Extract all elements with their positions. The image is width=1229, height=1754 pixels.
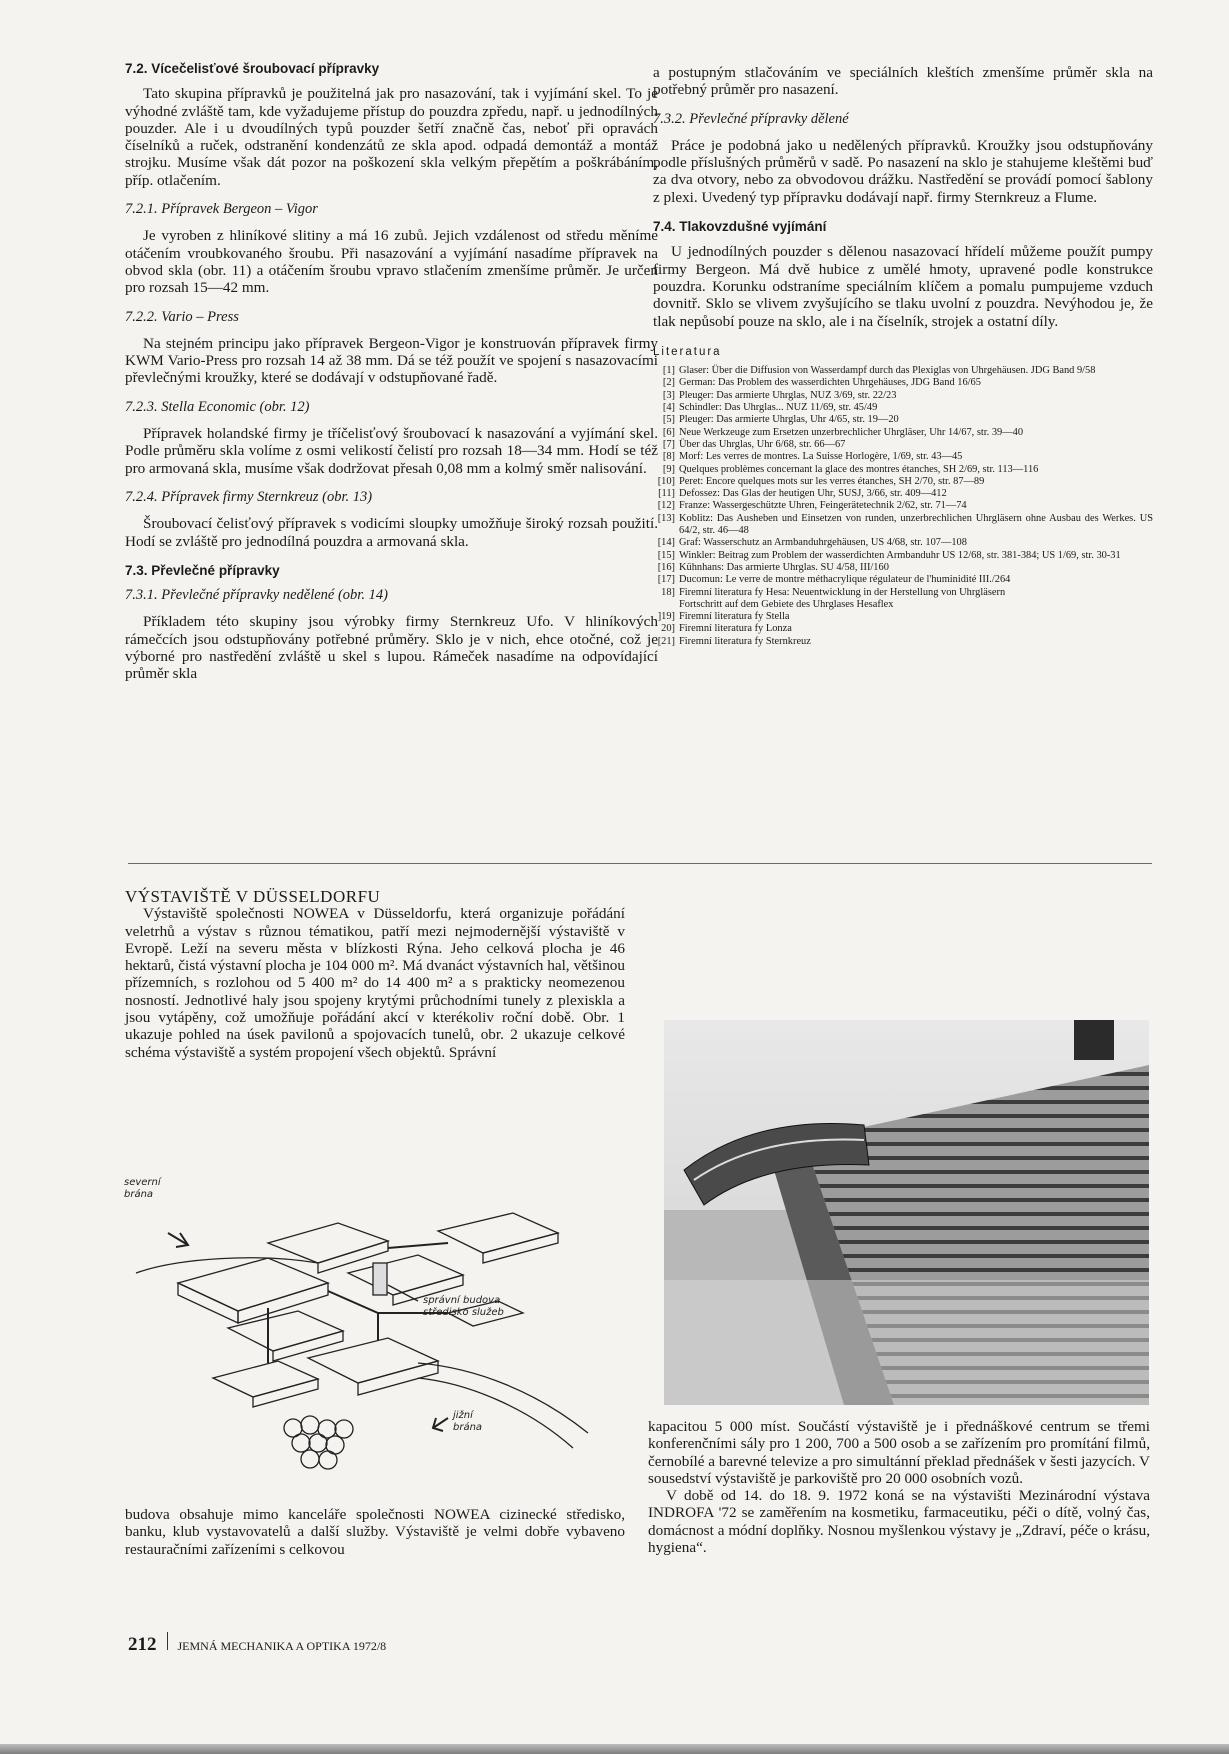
- reference-item: [653, 550, 1153, 562]
- footer-divider: [167, 1632, 168, 1650]
- reference-item: [653, 500, 1153, 512]
- reference-text: Firemní literatura fy Stella: [679, 611, 790, 623]
- journal-name: JEMNÁ MECHANIKA A OPTIKA 1972/8: [177, 1639, 387, 1653]
- south-gate-label-2: brána: [453, 1422, 483, 1433]
- reference-text: German: Das Problem des wasserdichten Uhrgehäuses, JDG Band 16/65: [679, 377, 981, 389]
- reference-text: Glaser: Über die Diffusion von Wasserdampf durch das Plexiglas von Uhrgehäusen. JDG Band 9/58: [679, 365, 1096, 377]
- reference-item: [653, 488, 1153, 500]
- expo-paragraph-2: budova obsahuje mimo kanceláře společnosti NOWEA cizinecké středisko, banku, klub vystavovatelů a další služby. Výstaviště je velmi dobře vybaveno restauračními zařízeními s celkovou: [125, 1506, 625, 1558]
- reference-text: Peret: Encore quelques mots sur les verres étanches, SH 2/70, str. 87—89: [679, 475, 985, 487]
- hall-block: [358, 1361, 438, 1395]
- expo-left-text: [125, 888, 625, 1061]
- reference-text: Quelques problèmes concernant la glace des montres étanches, SH 2/69, str. 113—116: [679, 463, 1039, 475]
- reference-text: Ducomun: Le verre de montre méthacrylique régulateur de l'huminidité III./264: [679, 574, 1011, 586]
- roof-structure: [1074, 1020, 1114, 1060]
- paragraph-7-2-2: Na stejném principu jako přípravek Bergeon-Vigor je konstruován přípravek firmy KWM Vario-Press pro rozsah 14 až 38 mm. Dá se též použít ve spojení s nasazovacími převlečnými kroužky, které se dodávají v odstupňované řadě.: [125, 334, 658, 387]
- admin-label-2: středisko služeb: [423, 1307, 504, 1318]
- reference-number: [11]: [658, 488, 675, 500]
- north-gate-label-1: severní: [124, 1177, 161, 1188]
- reference-item: [653, 623, 1153, 635]
- scan-edge: [0, 1744, 1229, 1754]
- expo-paragraph-1: Výstaviště společnosti NOWEA v Düsseldorfu, která organizuje pořádání veletrhů a výstav s různou tématikou, patří mezi nejmodernější výstaviště v Evropě. Leží na severu města v blízkosti Rýna. Jeho celková plocha je 46 hektarů, čistá výstavní plocha je 104 000 m². Má dvanáct výstavních hal, většinou přízemních, s rozlohou od 5 400 m² do 14 400 m² a s prakticky neomezenou nosností. Jednotlivé haly jsou spojeny krytými průchodními tunely z plexiskla a jsou vytápěny, což umožňuje pořádání akcí v kterékoliv roční době. Obr. 1 ukazuje pohled na úsek pavilonů a spojovacích tunelů, obr. 2 ukazuje celkové schéma výstaviště a systém propojení všech objektů. Správní: [125, 905, 625, 1061]
- hall-block: [348, 1255, 463, 1295]
- reference-number: [7]: [662, 438, 675, 450]
- hexagon-cluster: [284, 1416, 353, 1469]
- left-column: [125, 60, 658, 683]
- reference-number: [21]: [657, 635, 675, 647]
- north-gate-label-2: brána: [124, 1189, 154, 1200]
- reference-number: [653, 599, 679, 611]
- reference-item: [653, 451, 1153, 463]
- paragraph-7-2-4: Šroubovací čelisťový přípravek s vodicími sloupky umožňuje široký rozsah použití. Hodí se zvláště pro jednodílná pouzdra a armovaná skla.: [125, 515, 658, 550]
- heading-7-2-2: 7.2.2. Vario – Press: [125, 308, 239, 325]
- reference-item: [653, 390, 1153, 402]
- admin-label-1: správní budova: [423, 1295, 501, 1306]
- expo-title: VÝSTAVIŠTĚ V DÜSSELDORFU: [125, 887, 381, 906]
- heading-7-2-1: 7.2.1. Přípravek Bergeon – Vigor: [125, 201, 318, 218]
- foreground: [664, 1280, 1149, 1405]
- reference-number: [17]: [657, 574, 675, 586]
- reference-list: [653, 365, 1153, 648]
- reference-item: [653, 636, 1153, 648]
- reference-number: [12]: [657, 500, 675, 512]
- hall-block: [273, 1331, 343, 1361]
- reference-item: [653, 377, 1153, 389]
- exhibition-photo: [664, 1020, 1149, 1405]
- reference-item: [653, 439, 1153, 451]
- reference-number: [13]: [657, 512, 675, 524]
- section-divider: [128, 863, 1152, 864]
- paragraph-continued: a postupným stlačováním ve speciálních kleštích zmenšíme průměr skla na potřebný průměr pro nasazení.: [653, 64, 1153, 99]
- reference-item: [653, 574, 1153, 586]
- right-column: [653, 64, 1153, 648]
- reference-text: Morf: Les verres de montres. La Suisse Horlogère, 1/69, str. 43—45: [679, 451, 963, 463]
- reference-number: [16]: [657, 561, 675, 573]
- reference-text: Franze: Wassergeschützte Uhren, Feingerätetechnik 2/62, str. 71—74: [679, 500, 967, 512]
- hall-block: [308, 1338, 438, 1383]
- road-line: [418, 1363, 588, 1433]
- reference-text: Graf: Wasserschutz an Armbanduhrgehäusen, US 4/68, str. 107—108: [679, 537, 967, 549]
- reference-number: [3]: [662, 389, 675, 401]
- south-gate-arrow: [433, 1418, 448, 1431]
- hall-block: [253, 1379, 318, 1407]
- page-number: 212: [128, 1634, 157, 1655]
- heading-7-2: 7.2. Vícečelisťové šroubovací přípravky: [125, 61, 380, 76]
- reference-item: [653, 402, 1153, 414]
- reference-number: ]19]: [657, 611, 675, 623]
- reference-item: [653, 599, 1153, 611]
- reference-number: [9]: [662, 463, 675, 475]
- heading-7-4: 7.4. Tlakovzdušné vyjímání: [653, 219, 827, 235]
- reference-text: Über das Uhrglas, Uhr 6/68, str. 66—67: [679, 438, 846, 450]
- reference-text: Firemní literatura fy Hesa: Neuentwicklung in der Herstellung von Uhrgläsern: [679, 586, 1006, 598]
- reference-number: [1]: [662, 365, 675, 377]
- paragraph-7-2: Tato skupina přípravků je použitelná jak pro nasazování, tak i vyjímání skel. To je výhodné zvláště tam, kde vyžadujeme přístup do pouzdra zpředu, např. u jednodílných pouzder. Ale i u dvoudílných typů pouzder šetří značně čas, neboť při opravách číselníků a ruček, odstranění kondenzátů ze skla apod. odpadá demontáž a montáž strojku. Musíme však dát pozor na poškození skla velkým přepětím a poškrábáním, příp. otlačením.: [125, 85, 658, 189]
- heading-7-3-2: 7.3.2. Převlečné přípravky dělené: [653, 110, 849, 127]
- literature-title: Literatura: [653, 345, 722, 358]
- reference-text: Neue Werkzeuge zum Ersetzen unzerbrechlicher Uhrgläser, Uhr 14/67, str. 39—40: [679, 426, 1024, 438]
- reference-item: [653, 537, 1153, 549]
- reference-number: [4]: [662, 402, 675, 414]
- reference-number: [6]: [662, 426, 675, 438]
- expo-paragraph-3: kapacitou 5 000 míst. Součástí výstaviště je i přednáškové centrum se třemi konferenčními sály pro 1 200, 700 a 500 osob a se zařízením pro promítání filmů, černobílé a barevné televize a pro simultánní překlad přednášek v šesti jazycích. V sousedství výstaviště je parkoviště pro 20 000 osobních vozů.: [648, 1418, 1150, 1487]
- expo-paragraph-4: V době od 14. do 18. 9. 1972 koná se na výstavišti Mezinárodní výstava INDROFA '72 se zaměřením na kosmetiku, farmaceutiku, péči o dítě, volný čas, domácnost a módní doplňky. Nosnou myšlenkou výstavy je „Zdraví, péče o krásu, hygiena“.: [648, 1487, 1150, 1557]
- hall-block: [238, 1283, 328, 1323]
- road-line: [418, 1378, 573, 1448]
- reference-text: Pleuger: Das armierte Uhrglas, Uhr 4/65, str. 19—20: [679, 414, 899, 426]
- paragraph-7-2-3: Přípravek holandské firmy je tříčelisťový šroubovací k nasazování a vyjímání skel. Podle průměru skla volíme z osmi velikostí čelistí pro rozsah 18—34 mm. Hodí se též pro armovaná skla, musíme však dodržovat přesah 0,08 mm a kolmý směr nalisování.: [125, 425, 658, 477]
- hall-block: [178, 1258, 328, 1311]
- heading-7-2-4: 7.2.4. Přípravek firmy Sternkreuz (obr. 13): [125, 488, 373, 505]
- hall-block: [213, 1361, 318, 1397]
- reference-text: Schindler: Das Uhrglas... NUZ 11/69, str. 45/49: [679, 402, 878, 414]
- heading-7-2-3: 7.2.3. Stella Economic (obr. 12): [125, 398, 310, 415]
- hall-block: [178, 1283, 238, 1323]
- reference-number: [10]: [657, 475, 675, 487]
- reference-number: [2]: [662, 377, 675, 389]
- reference-text: Firemní literatura fy Sternkreuz: [679, 635, 811, 647]
- reference-number: 18]: [661, 586, 675, 598]
- reference-text: Fortschritt auf dem Gebiete des Uhrglases Hesaflex: [679, 598, 894, 610]
- reference-item: [653, 611, 1153, 623]
- reference-text: Pleuger: Das armierte Uhrglas, NUZ 3/69, str. 22/23: [679, 389, 897, 401]
- reference-number: 20]: [661, 623, 675, 635]
- exhibition-site-plan: [118, 1163, 638, 1498]
- reference-item: [653, 513, 1153, 538]
- paragraph-7-4: U jednodílných pouzder s dělenou nasazovací hřídelí můžeme použít pumpy firmy Bergeon. Má dvě hubice z umělé hmoty, upravené podle konstrukce pouzdra. Korunku odstraníme speciálním klíčem a pomalu pumpujeme vzduch dovnitř. Sklo se vlivem zvyšujícího se tlaku uvolní z pouzdra. Nevýhodou je, že tlak nepůsobí pouze na sklo, ale i na číselník, strojek a ostatní díly.: [653, 243, 1153, 330]
- reference-text: Koblitz: Das Ausheben und Einsetzen von runden, unzerbrechlichen Uhrgläsern ohne Ausbau des Werkes. US 64/2, str. 46—48: [679, 512, 1153, 537]
- hall-block: [438, 1213, 558, 1253]
- paragraph-7-3-1: Příkladem této skupiny jsou výrobky firmy Sternkreuz Ufo. V hliníkových rámečcích jsou odstupňovány potřebné průměry. Sklo je v nich, ehce otočné, což je výborné pro nastředění zvláště u skel s lupou. Rámeček nasadíme na odpovídající průměr skla: [125, 613, 658, 683]
- reference-number: [8]: [662, 451, 675, 463]
- page-footer: [128, 1632, 386, 1656]
- expo-right-bottom: [648, 1418, 1150, 1556]
- hall-block: [228, 1311, 343, 1351]
- expo-left-bottom: [125, 1506, 625, 1558]
- reference-item: [653, 365, 1153, 377]
- reference-item: [653, 427, 1153, 439]
- reference-text: Kühnhans: Das armierte Uhrglas. SU 4/58, III/160: [679, 561, 889, 573]
- reference-item: [653, 587, 1153, 599]
- reference-number: [5]: [662, 414, 675, 426]
- paragraph-7-2-1: Je vyroben z hliníkové slitiny a má 16 zubů. Jejich vzdálenost od středu měníme otáčením vroubkovaného šroubu. Při nasazování a vyjímání nasadíme přípravek na obvod skla (obr. 11) a otáčením šroubu vpravo stlačením zmenšíme průměr. Je určen pro rozsah 15—42 mm.: [125, 227, 658, 297]
- reference-number: [14]: [657, 537, 675, 549]
- hall-block: [483, 1233, 558, 1263]
- paragraph-7-3-2: Práce je podobná jako u nedělených přípravků. Kroužky jsou odstupňovány podle příslušných průměrů v sadě. Po nasazení na sklo je stahujeme kleštěmi buď za dva otvory, nebo za obvodovou drážku. Nastředění se provádí pomocí šablony z plexi. Uvedený typ přípravku dodávají např. firmy Sternkreuz a Flume.: [653, 136, 1153, 206]
- reference-number: [15]: [657, 549, 675, 561]
- north-gate-arrow: [168, 1233, 188, 1247]
- reference-item: [653, 464, 1153, 476]
- reference-text: Winkler: Beitrag zum Problem der wasserdichten Armbanduhr US 12/68, str. 381-384; US 1/69, str. 30-31: [679, 549, 1121, 561]
- reference-text: Firemní literatura fy Lonza: [679, 623, 792, 635]
- reference-item: [653, 476, 1153, 488]
- reference-item: [653, 414, 1153, 426]
- reference-item: [653, 562, 1153, 574]
- reference-text: Defossez: Das Glas der heutigen Uhr, SUSJ, 3/66, str. 409—412: [679, 488, 947, 500]
- road-line: [136, 1258, 318, 1273]
- heading-7-3-1: 7.3.1. Převlečné přípravky nedělené (obr. 14): [125, 587, 388, 604]
- south-gate-label-1: jižní: [453, 1410, 473, 1421]
- heading-7-3: 7.3. Převlečné přípravky: [125, 562, 280, 578]
- admin-tower: [373, 1263, 387, 1295]
